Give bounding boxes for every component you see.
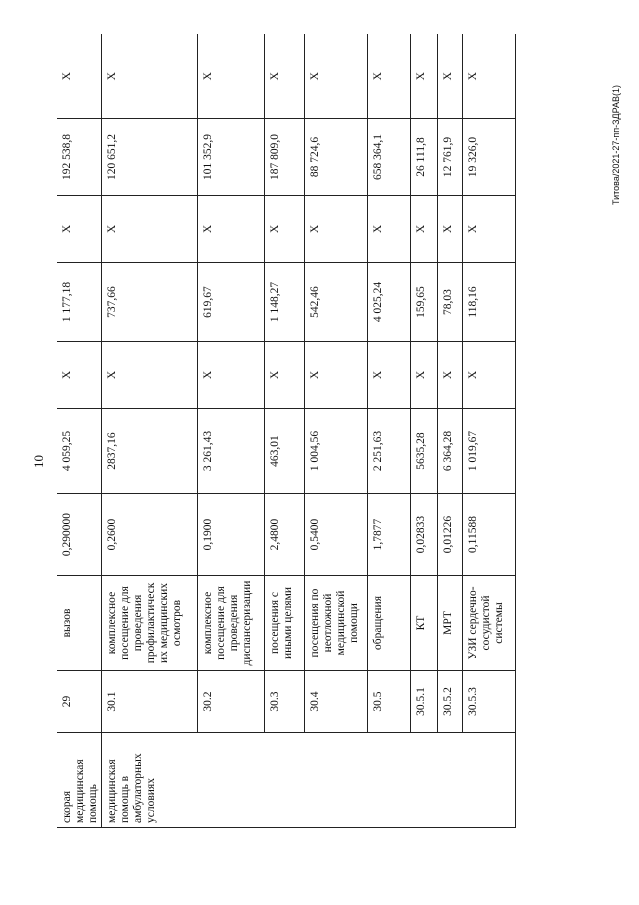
x-cell: X [197,35,264,119]
x-cell: X [101,196,197,263]
x-cell: X [437,342,462,409]
table-row [437,35,462,828]
total-cell: 88 724,6 [304,119,367,196]
condition-cell: скорая медицинская помощь [57,733,101,828]
x-cell: X [264,35,304,119]
x-cell: X [410,35,437,119]
x-cell: X [304,342,367,409]
x-cell: X [462,35,515,119]
per-capita-cell: 1 177,18 [57,263,101,342]
norm-cell: 0,5400 [304,494,367,576]
x-cell: X [264,196,304,263]
row-number-cell: 30.5 [367,671,410,733]
x-cell: X [197,196,264,263]
row-number-cell: 30.5.1 [410,671,437,733]
x-cell: X [57,35,101,119]
per-capita-cell: 118,16 [462,263,515,342]
norm-cell: 0,11588 [462,494,515,576]
table-row [101,35,197,828]
row-number-cell: 30.3 [264,671,304,733]
per-capita-cell: 159,65 [410,263,437,342]
cost-cell: 2 251,63 [367,409,410,494]
per-capita-cell: 619,67 [197,263,264,342]
page-number: 10 [31,455,46,468]
unit-cell: комплексное посещение для проведения диспансеризации [197,576,264,671]
x-cell: X [367,342,410,409]
row-number-cell: 30.4 [304,671,367,733]
cost-cell: 4 059,25 [57,409,101,494]
unit-cell: УЗИ сердечно-сосудистой системы [462,576,515,671]
unit-cell: комплексное посещение для проведения профилактических медицинских осмотров [101,576,197,671]
table-row [57,35,101,828]
norm-cell: 0,2600 [101,494,197,576]
total-cell: 26 111,8 [410,119,437,196]
norm-cell: 0,02833 [410,494,437,576]
cost-cell: 463,01 [264,409,304,494]
x-cell: X [197,342,264,409]
total-cell: 19 326,0 [462,119,515,196]
row-number-cell: 30.5.2 [437,671,462,733]
total-cell: 187 809,0 [264,119,304,196]
norm-cell: 0,290000 [57,494,101,576]
total-cell: 120 651,2 [101,119,197,196]
tariff-table [57,35,516,829]
per-capita-cell: 78,03 [437,263,462,342]
x-cell: X [304,35,367,119]
cost-cell: 1 004,56 [304,409,367,494]
cost-cell: 6 364,28 [437,409,462,494]
norm-cell: 2,4800 [264,494,304,576]
per-capita-cell: 542,46 [304,263,367,342]
x-cell: X [101,35,197,119]
x-cell: X [57,342,101,409]
total-cell: 192 538,8 [57,119,101,196]
per-capita-cell: 4 025,24 [367,263,410,342]
unit-cell: вызов [57,576,101,671]
row-number-cell: 30.2 [197,671,264,733]
x-cell: X [367,35,410,119]
cost-cell: 1 019,67 [462,409,515,494]
cost-cell: 2837,16 [101,409,197,494]
x-cell: X [410,196,437,263]
x-cell: X [462,196,515,263]
x-cell: X [437,196,462,263]
total-cell: 101 352,9 [197,119,264,196]
table-row [410,35,437,828]
x-cell: X [57,196,101,263]
condition-cell: медицинская помощь в амбулаторных условиях [101,733,515,828]
table-row [264,35,304,828]
cost-cell: 3 261,43 [197,409,264,494]
per-capita-cell: 1 148,27 [264,263,304,342]
table-row [304,35,367,828]
x-cell: X [304,196,367,263]
norm-cell: 0,1900 [197,494,264,576]
table-row [462,35,515,828]
table-row [367,35,410,828]
unit-cell: посещения с иными целями [264,576,304,671]
x-cell: X [101,342,197,409]
total-cell: 12 761,9 [437,119,462,196]
total-cell: 658 364,1 [367,119,410,196]
x-cell: X [462,342,515,409]
unit-cell: посещения по неотложной медицинской помощи [304,576,367,671]
x-cell: X [437,35,462,119]
x-cell: X [264,342,304,409]
norm-cell: 0,01226 [437,494,462,576]
document-code: Титова/2021-27-пп-ЗДРАВ(1) [611,84,621,205]
x-cell: X [367,196,410,263]
table-row [197,35,264,828]
row-number-cell: 29 [57,671,101,733]
row-number-cell: 30.1 [101,671,197,733]
unit-cell: обращения [367,576,410,671]
x-cell: X [410,342,437,409]
unit-cell: КТ [410,576,437,671]
norm-cell: 1,7877 [367,494,410,576]
unit-cell: МРТ [437,576,462,671]
row-number-cell: 30.5.3 [462,671,515,733]
cost-cell: 5635,28 [410,409,437,494]
per-capita-cell: 737,66 [101,263,197,342]
